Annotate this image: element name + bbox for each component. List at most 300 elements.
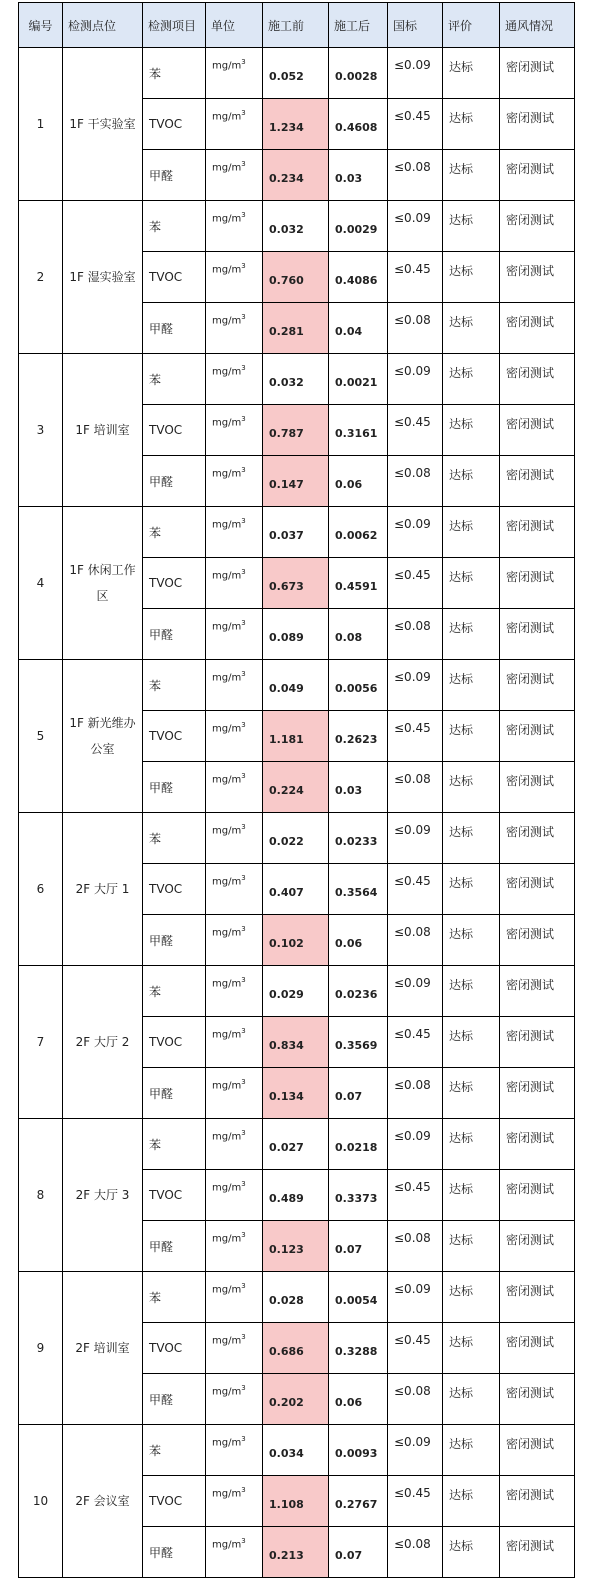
- item-cell: 苯: [143, 507, 206, 558]
- row-id-cell: 8: [19, 1119, 63, 1272]
- ventilation-cell: 密闭测试: [500, 1170, 575, 1221]
- row-id-cell: 1: [19, 48, 63, 201]
- unit-cell: [206, 354, 263, 405]
- unit-base: mg/m: [212, 366, 242, 378]
- ventilation-cell: 密闭测试: [500, 762, 575, 813]
- ventilation-cell: 密闭测试: [500, 150, 575, 201]
- unit-cell: [206, 507, 263, 558]
- unit-cell: [206, 1119, 263, 1170]
- item-cell: 苯: [143, 660, 206, 711]
- ventilation-cell: 密闭测试: [500, 48, 575, 99]
- ventilation-cell: 密闭测试: [500, 1527, 575, 1578]
- item-cell: 苯: [143, 1272, 206, 1323]
- ventilation-cell: 密闭测试: [500, 1221, 575, 1272]
- evaluation-cell: 达标: [443, 201, 500, 252]
- unit-base: mg/m: [212, 825, 242, 837]
- unit-base: mg/m: [212, 1437, 242, 1449]
- unit-exponent: 3: [241, 772, 246, 780]
- standard-cell: ≤0.45: [388, 405, 443, 456]
- after-value-cell: 0.0054: [329, 1272, 388, 1323]
- item-cell: TVOC: [143, 1017, 206, 1068]
- standard-cell: ≤0.08: [388, 1221, 443, 1272]
- table-row: [19, 507, 575, 558]
- unit-base: mg/m: [212, 1080, 242, 1092]
- evaluation-cell: 达标: [443, 48, 500, 99]
- evaluation-cell: 达标: [443, 711, 500, 762]
- before-value-cell: 1.108: [263, 1476, 329, 1527]
- table-row: [19, 660, 575, 711]
- unit-cell: [206, 1476, 263, 1527]
- after-value-cell: 0.0028: [329, 48, 388, 99]
- standard-cell: ≤0.45: [388, 1476, 443, 1527]
- table-row: [19, 966, 575, 1017]
- unit-cell: [206, 1527, 263, 1578]
- unit-exponent: 3: [241, 160, 246, 168]
- unit-exponent: 3: [241, 721, 246, 729]
- unit-base: mg/m: [212, 315, 242, 327]
- unit-exponent: 3: [241, 109, 246, 117]
- unit-exponent: 3: [241, 517, 246, 525]
- item-cell: 苯: [143, 201, 206, 252]
- item-cell: 甲醛: [143, 456, 206, 507]
- unit-cell: [206, 762, 263, 813]
- ventilation-cell: 密闭测试: [500, 1119, 575, 1170]
- unit-base: mg/m: [212, 1539, 242, 1551]
- standard-cell: ≤0.45: [388, 864, 443, 915]
- item-cell: 甲醛: [143, 1221, 206, 1272]
- after-value-cell: 0.4608: [329, 99, 388, 150]
- before-value-cell: 0.032: [263, 354, 329, 405]
- unit-exponent: 3: [241, 58, 246, 66]
- unit-exponent: 3: [241, 1435, 246, 1443]
- header-cell-ventilation: 通风情况: [500, 3, 575, 48]
- after-value-cell: 0.04: [329, 303, 388, 354]
- unit-exponent: 3: [241, 466, 246, 474]
- item-cell: 苯: [143, 1119, 206, 1170]
- unit-base: mg/m: [212, 1488, 242, 1500]
- ventilation-cell: 密闭测试: [500, 915, 575, 966]
- after-value-cell: 0.0218: [329, 1119, 388, 1170]
- standard-cell: ≤0.45: [388, 252, 443, 303]
- unit-base: mg/m: [212, 672, 242, 684]
- item-cell: TVOC: [143, 99, 206, 150]
- evaluation-cell: 达标: [443, 252, 500, 303]
- unit-base: mg/m: [212, 1386, 242, 1398]
- after-value-cell: 0.0233: [329, 813, 388, 864]
- unit-exponent: 3: [241, 1231, 246, 1239]
- unit-base: mg/m: [212, 264, 242, 276]
- standard-cell: ≤0.45: [388, 1017, 443, 1068]
- unit-base: mg/m: [212, 162, 242, 174]
- ventilation-cell: 密闭测试: [500, 456, 575, 507]
- location-cell: 2F 会议室: [63, 1425, 143, 1578]
- item-cell: 甲醛: [143, 1374, 206, 1425]
- unit-cell: [206, 711, 263, 762]
- evaluation-cell: 达标: [443, 1476, 500, 1527]
- ventilation-cell: 密闭测试: [500, 864, 575, 915]
- evaluation-cell: 达标: [443, 1017, 500, 1068]
- unit-cell: [206, 1272, 263, 1323]
- unit-cell: [206, 660, 263, 711]
- unit-base: mg/m: [212, 111, 242, 123]
- evaluation-cell: 达标: [443, 813, 500, 864]
- unit-base: mg/m: [212, 774, 242, 786]
- table-row: [19, 1425, 575, 1476]
- before-value-cell: 0.052: [263, 48, 329, 99]
- standard-cell: ≤0.09: [388, 48, 443, 99]
- unit-cell: [206, 813, 263, 864]
- item-cell: 甲醛: [143, 609, 206, 660]
- table-row: [19, 1272, 575, 1323]
- unit-exponent: 3: [241, 874, 246, 882]
- item-cell: TVOC: [143, 711, 206, 762]
- before-value-cell: 1.181: [263, 711, 329, 762]
- ventilation-cell: 密闭测试: [500, 405, 575, 456]
- standard-cell: ≤0.08: [388, 1374, 443, 1425]
- after-value-cell: 0.0236: [329, 966, 388, 1017]
- table-row: [19, 1119, 575, 1170]
- unit-base: mg/m: [212, 1029, 242, 1041]
- item-cell: TVOC: [143, 558, 206, 609]
- header-cell-id: 编号: [19, 3, 63, 48]
- unit-exponent: 3: [241, 415, 246, 423]
- item-cell: TVOC: [143, 1323, 206, 1374]
- unit-exponent: 3: [241, 1486, 246, 1494]
- location-cell: 2F 大厅 2: [63, 966, 143, 1119]
- after-value-cell: 0.06: [329, 1374, 388, 1425]
- before-value-cell: 0.202: [263, 1374, 329, 1425]
- before-value-cell: 0.234: [263, 150, 329, 201]
- header-cell-standard: 国标: [388, 3, 443, 48]
- after-value-cell: 0.3373: [329, 1170, 388, 1221]
- unit-exponent: 3: [241, 670, 246, 678]
- unit-cell: [206, 864, 263, 915]
- before-value-cell: 0.673: [263, 558, 329, 609]
- header-cell-unit: 单位: [206, 3, 263, 48]
- row-id-cell: 6: [19, 813, 63, 966]
- ventilation-cell: 密闭测试: [500, 1323, 575, 1374]
- evaluation-cell: 达标: [443, 1221, 500, 1272]
- unit-exponent: 3: [241, 1333, 246, 1341]
- unit-cell: [206, 405, 263, 456]
- location-cell: 2F 培训室: [63, 1272, 143, 1425]
- standard-cell: ≤0.45: [388, 1323, 443, 1374]
- standard-cell: ≤0.09: [388, 660, 443, 711]
- location-cell: 1F 培训室: [63, 354, 143, 507]
- before-value-cell: 0.037: [263, 507, 329, 558]
- unit-cell: [206, 201, 263, 252]
- unit-exponent: 3: [241, 1180, 246, 1188]
- header-cell-location: 检测点位: [63, 3, 143, 48]
- before-value-cell: 0.028: [263, 1272, 329, 1323]
- before-value-cell: 1.234: [263, 99, 329, 150]
- item-cell: 甲醛: [143, 915, 206, 966]
- item-cell: TVOC: [143, 1476, 206, 1527]
- unit-cell: [206, 915, 263, 966]
- standard-cell: ≤0.08: [388, 1527, 443, 1578]
- standard-cell: ≤0.08: [388, 762, 443, 813]
- unit-exponent: 3: [241, 976, 246, 984]
- unit-base: mg/m: [212, 1335, 242, 1347]
- unit-exponent: 3: [241, 619, 246, 627]
- evaluation-cell: 达标: [443, 762, 500, 813]
- before-value-cell: 0.213: [263, 1527, 329, 1578]
- table-body: [19, 48, 575, 1578]
- location-cell: 1F 湿实验室: [63, 201, 143, 354]
- item-cell: TVOC: [143, 1170, 206, 1221]
- ventilation-cell: 密闭测试: [500, 1272, 575, 1323]
- ventilation-cell: 密闭测试: [500, 660, 575, 711]
- table-row: [19, 201, 575, 252]
- table-row: [19, 813, 575, 864]
- unit-exponent: 3: [241, 925, 246, 933]
- after-value-cell: 0.07: [329, 1068, 388, 1119]
- unit-base: mg/m: [212, 519, 242, 531]
- ventilation-cell: 密闭测试: [500, 1374, 575, 1425]
- before-value-cell: 0.123: [263, 1221, 329, 1272]
- before-value-cell: 0.787: [263, 405, 329, 456]
- unit-cell: [206, 1170, 263, 1221]
- unit-cell: [206, 1068, 263, 1119]
- after-value-cell: 0.07: [329, 1527, 388, 1578]
- before-value-cell: 0.034: [263, 1425, 329, 1476]
- standard-cell: ≤0.08: [388, 150, 443, 201]
- unit-exponent: 3: [241, 568, 246, 576]
- after-value-cell: 0.2767: [329, 1476, 388, 1527]
- evaluation-cell: 达标: [443, 99, 500, 150]
- item-cell: 甲醛: [143, 1068, 206, 1119]
- before-value-cell: 0.760: [263, 252, 329, 303]
- unit-cell: [206, 1017, 263, 1068]
- unit-exponent: 3: [241, 823, 246, 831]
- after-value-cell: 0.3288: [329, 1323, 388, 1374]
- evaluation-cell: 达标: [443, 1170, 500, 1221]
- item-cell: 苯: [143, 1425, 206, 1476]
- after-value-cell: 0.06: [329, 456, 388, 507]
- after-value-cell: 0.3569: [329, 1017, 388, 1068]
- evaluation-cell: 达标: [443, 354, 500, 405]
- after-value-cell: 0.2623: [329, 711, 388, 762]
- header-cell-item: 检测项目: [143, 3, 206, 48]
- after-value-cell: 0.0056: [329, 660, 388, 711]
- row-id-cell: 4: [19, 507, 63, 660]
- standard-cell: ≤0.45: [388, 711, 443, 762]
- evaluation-cell: 达标: [443, 303, 500, 354]
- ventilation-cell: 密闭测试: [500, 507, 575, 558]
- ventilation-cell: 密闭测试: [500, 1017, 575, 1068]
- before-value-cell: 0.089: [263, 609, 329, 660]
- ventilation-cell: 密闭测试: [500, 303, 575, 354]
- standard-cell: ≤0.08: [388, 303, 443, 354]
- unit-exponent: 3: [241, 1078, 246, 1086]
- unit-cell: [206, 1323, 263, 1374]
- before-value-cell: 0.029: [263, 966, 329, 1017]
- unit-exponent: 3: [241, 1537, 246, 1545]
- location-cell: 2F 大厅 1: [63, 813, 143, 966]
- before-value-cell: 0.134: [263, 1068, 329, 1119]
- standard-cell: ≤0.08: [388, 1068, 443, 1119]
- ventilation-cell: 密闭测试: [500, 99, 575, 150]
- after-value-cell: 0.0093: [329, 1425, 388, 1476]
- evaluation-cell: 达标: [443, 1323, 500, 1374]
- after-value-cell: 0.3564: [329, 864, 388, 915]
- row-id-cell: 5: [19, 660, 63, 813]
- before-value-cell: 0.027: [263, 1119, 329, 1170]
- unit-cell: [206, 1425, 263, 1476]
- unit-base: mg/m: [212, 1182, 242, 1194]
- evaluation-cell: 达标: [443, 1425, 500, 1476]
- ventilation-cell: 密闭测试: [500, 1476, 575, 1527]
- before-value-cell: 0.049: [263, 660, 329, 711]
- unit-base: mg/m: [212, 213, 242, 225]
- ventilation-cell: 密闭测试: [500, 711, 575, 762]
- ventilation-cell: 密闭测试: [500, 354, 575, 405]
- evaluation-cell: 达标: [443, 966, 500, 1017]
- before-value-cell: 0.224: [263, 762, 329, 813]
- location-cell: 2F 大厅 3: [63, 1119, 143, 1272]
- unit-exponent: 3: [241, 313, 246, 321]
- standard-cell: ≤0.09: [388, 507, 443, 558]
- item-cell: 苯: [143, 354, 206, 405]
- before-value-cell: 0.686: [263, 1323, 329, 1374]
- table-row: [19, 354, 575, 405]
- ventilation-cell: 密闭测试: [500, 966, 575, 1017]
- unit-base: mg/m: [212, 60, 242, 72]
- after-value-cell: 0.07: [329, 1221, 388, 1272]
- unit-cell: [206, 456, 263, 507]
- unit-base: mg/m: [212, 876, 242, 888]
- after-value-cell: 0.4591: [329, 558, 388, 609]
- unit-base: mg/m: [212, 978, 242, 990]
- before-value-cell: 0.489: [263, 1170, 329, 1221]
- evaluation-cell: 达标: [443, 915, 500, 966]
- row-id-cell: 3: [19, 354, 63, 507]
- before-value-cell: 0.407: [263, 864, 329, 915]
- unit-exponent: 3: [241, 364, 246, 372]
- before-value-cell: 0.032: [263, 201, 329, 252]
- item-cell: TVOC: [143, 252, 206, 303]
- row-id-cell: 7: [19, 966, 63, 1119]
- unit-base: mg/m: [212, 927, 242, 939]
- item-cell: 甲醛: [143, 1527, 206, 1578]
- unit-cell: [206, 966, 263, 1017]
- after-value-cell: 0.0021: [329, 354, 388, 405]
- unit-exponent: 3: [241, 1282, 246, 1290]
- item-cell: TVOC: [143, 864, 206, 915]
- after-value-cell: 0.08: [329, 609, 388, 660]
- standard-cell: ≤0.09: [388, 813, 443, 864]
- unit-cell: [206, 609, 263, 660]
- unit-cell: [206, 1221, 263, 1272]
- unit-exponent: 3: [241, 262, 246, 270]
- unit-exponent: 3: [241, 211, 246, 219]
- ventilation-cell: 密闭测试: [500, 609, 575, 660]
- ventilation-cell: 密闭测试: [500, 1425, 575, 1476]
- row-id-cell: 2: [19, 201, 63, 354]
- unit-cell: [206, 252, 263, 303]
- location-cell: 1F 干实验室: [63, 48, 143, 201]
- item-cell: 苯: [143, 48, 206, 99]
- row-id-cell: 9: [19, 1272, 63, 1425]
- header-cell-before: 施工前: [263, 3, 329, 48]
- unit-base: mg/m: [212, 1131, 242, 1143]
- row-id-cell: 10: [19, 1425, 63, 1578]
- ventilation-cell: 密闭测试: [500, 252, 575, 303]
- standard-cell: ≤0.09: [388, 201, 443, 252]
- standard-cell: ≤0.08: [388, 456, 443, 507]
- before-value-cell: 0.834: [263, 1017, 329, 1068]
- standard-cell: ≤0.45: [388, 99, 443, 150]
- evaluation-cell: 达标: [443, 507, 500, 558]
- unit-base: mg/m: [212, 468, 242, 480]
- before-value-cell: 0.147: [263, 456, 329, 507]
- standard-cell: ≤0.45: [388, 1170, 443, 1221]
- after-value-cell: 0.0029: [329, 201, 388, 252]
- evaluation-cell: 达标: [443, 150, 500, 201]
- header-cell-after: 施工后: [329, 3, 388, 48]
- header-row: [19, 3, 575, 48]
- standard-cell: ≤0.08: [388, 915, 443, 966]
- after-value-cell: 0.0062: [329, 507, 388, 558]
- table-row: [19, 48, 575, 99]
- standard-cell: ≤0.09: [388, 966, 443, 1017]
- evaluation-cell: 达标: [443, 864, 500, 915]
- ventilation-cell: 密闭测试: [500, 1068, 575, 1119]
- unit-cell: [206, 48, 263, 99]
- location-cell: 1F 休闲工作区: [63, 507, 143, 660]
- standard-cell: ≤0.09: [388, 1425, 443, 1476]
- item-cell: 甲醛: [143, 150, 206, 201]
- unit-base: mg/m: [212, 621, 242, 633]
- unit-cell: [206, 303, 263, 354]
- after-value-cell: 0.03: [329, 762, 388, 813]
- evaluation-cell: 达标: [443, 609, 500, 660]
- unit-exponent: 3: [241, 1384, 246, 1392]
- standard-cell: ≤0.09: [388, 1119, 443, 1170]
- unit-base: mg/m: [212, 1233, 242, 1245]
- unit-exponent: 3: [241, 1027, 246, 1035]
- item-cell: 苯: [143, 813, 206, 864]
- evaluation-cell: 达标: [443, 1527, 500, 1578]
- before-value-cell: 0.022: [263, 813, 329, 864]
- unit-exponent: 3: [241, 1129, 246, 1137]
- after-value-cell: 0.4086: [329, 252, 388, 303]
- evaluation-cell: 达标: [443, 1272, 500, 1323]
- unit-base: mg/m: [212, 570, 242, 582]
- location-cell: 1F 新光维办公室: [63, 660, 143, 813]
- unit-cell: [206, 1374, 263, 1425]
- evaluation-cell: 达标: [443, 558, 500, 609]
- standard-cell: ≤0.08: [388, 609, 443, 660]
- ventilation-cell: 密闭测试: [500, 201, 575, 252]
- evaluation-cell: 达标: [443, 1374, 500, 1425]
- after-value-cell: 0.3161: [329, 405, 388, 456]
- item-cell: 甲醛: [143, 762, 206, 813]
- air-quality-table: [18, 2, 575, 1578]
- unit-base: mg/m: [212, 723, 242, 735]
- standard-cell: ≤0.09: [388, 1272, 443, 1323]
- item-cell: 苯: [143, 966, 206, 1017]
- ventilation-cell: 密闭测试: [500, 558, 575, 609]
- evaluation-cell: 达标: [443, 1119, 500, 1170]
- evaluation-cell: 达标: [443, 405, 500, 456]
- evaluation-cell: 达标: [443, 660, 500, 711]
- ventilation-cell: 密闭测试: [500, 813, 575, 864]
- unit-cell: [206, 150, 263, 201]
- header-cell-evaluation: 评价: [443, 3, 500, 48]
- standard-cell: ≤0.09: [388, 354, 443, 405]
- item-cell: 甲醛: [143, 303, 206, 354]
